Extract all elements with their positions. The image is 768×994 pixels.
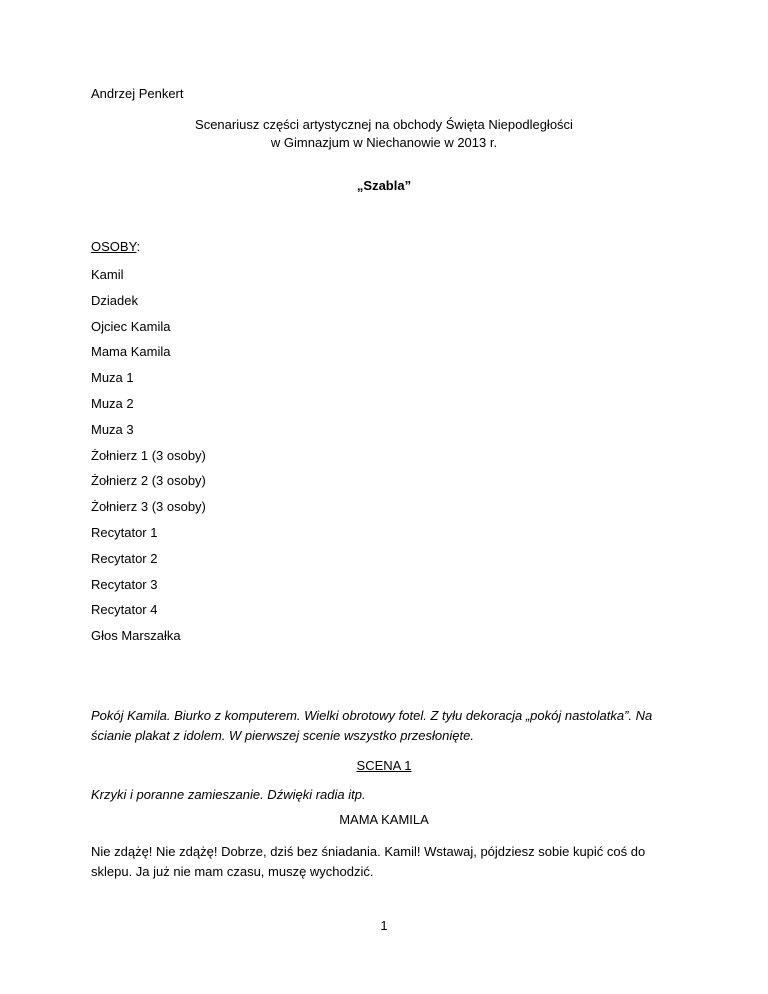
cast-list <box>91 266 206 653</box>
stage-direction-scene-1: Krzyki i poranne zamieszanie. Dźwięki radia itp. <box>91 787 366 802</box>
cast-heading <box>91 239 140 254</box>
cast-item: Głos Marszałka <box>91 628 181 644</box>
cast-item: Recytator 2 <box>91 550 158 566</box>
cast-item: Dziadek <box>91 292 138 308</box>
cast-item: Muza 1 <box>91 370 134 386</box>
author-name: Andrzej Penkert <box>91 86 184 101</box>
cast-item: Żołnierz 1 (3 osoby) <box>91 447 206 463</box>
dialogue-line: Nie zdążę! Nie zdążę! Dobrze, dziś bez śniadania. Kamil! Wstawaj, pójdziesz sobie kupić coś do sklepu. Ja już nie mam czasu, muszę wychodzić. <box>91 844 646 879</box>
page-number: 1 <box>380 918 388 933</box>
title-line-2: w Gimnazjum w Niechanowie w 2013 r. <box>270 135 498 150</box>
speaker-name: MAMA KAMILA <box>339 812 429 827</box>
play-title: „Szabla” <box>356 178 412 193</box>
cast-heading-label: OSOBY <box>91 239 137 254</box>
cast-heading-colon: : <box>136 239 141 254</box>
document-title <box>0 116 768 152</box>
cast-item: Recytator 3 <box>91 576 158 592</box>
cast-item: Recytator 4 <box>91 602 158 618</box>
scene-heading: SCENA 1 <box>356 758 412 773</box>
cast-item: Ojciec Kamila <box>91 318 171 334</box>
cast-item: Mama Kamila <box>91 344 171 360</box>
cast-item: Muza 2 <box>91 395 134 411</box>
title-line-1: Scenariusz części artystycznej na obchody Święta Niepodległości <box>195 117 573 132</box>
cast-item: Kamil <box>91 267 124 282</box>
cast-item: Muza 3 <box>91 421 134 437</box>
cast-item: Żołnierz 3 (3 osoby) <box>91 499 206 515</box>
stage-direction-opening: Pokój Kamila. Biurko z komputerem. Wielki obrotowy fotel. Z tyłu dekoracja „pokój nastolatka”. Na ścianie plakat z idolem. W pierwszej scenie wszystko przesłonięte. <box>91 708 653 743</box>
cast-item: Recytator 1 <box>91 524 158 540</box>
cast-item: Żołnierz 2 (3 osoby) <box>91 473 206 489</box>
